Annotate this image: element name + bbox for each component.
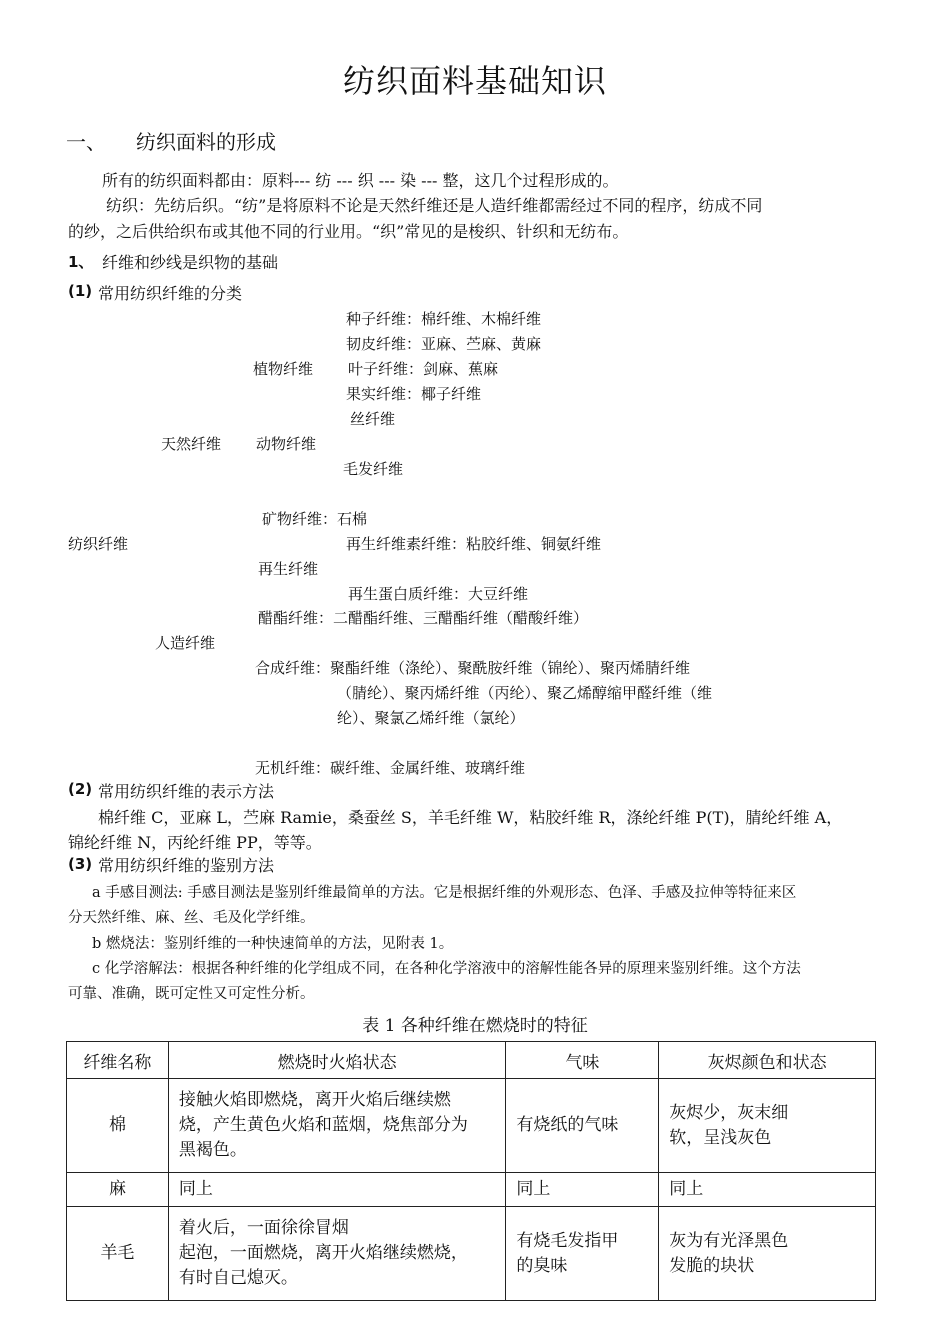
method-c-line1: c 化学溶解法：根据各种纤维的化学组成不同，在各种化学溶液中的溶解性能各异的原理来鉴别纤维。这个方法 [92, 961, 801, 977]
fiber-name-cell: 羊毛 [67, 1207, 169, 1301]
natural-fiber: 天然纤维 [161, 435, 222, 453]
section-number: 一、 [66, 130, 106, 154]
subsection-number: 1、 [68, 253, 94, 271]
regenerated-protein-fiber: 再生蛋白质纤维：大豆纤维 [348, 585, 529, 603]
method-b-line: b 燃烧法：鉴别纤维的一种快速简单的方法，见附表 1。 [92, 936, 454, 952]
table-header-row [67, 1042, 876, 1079]
animal-fiber: 动物纤维 [256, 435, 317, 453]
spinning-paragraph-line2: 的纱，之后供给织布或其他不同的行业用。“织”常见的是梭织、针织和无纺布。 [68, 222, 629, 241]
burning-characteristics-table [66, 1041, 876, 1301]
flame-cell [168, 1207, 506, 1301]
cell-line: 有时自己熄灭。 [178, 1268, 298, 1288]
header-fiber-name: 纤维名称 [67, 1042, 169, 1079]
smell-cell [506, 1173, 659, 1207]
silk-fiber: 丝纤维 [350, 410, 396, 428]
fiber-name-cell: 棉 [67, 1079, 169, 1173]
notation-line1: 棉纤维 C，亚麻 L，苎麻 Ramie，桑蚕丝 S，羊毛纤维 W，粘胶纤维 R，涤纶纤维 P(T)，腈纶纤维 A， [98, 808, 843, 827]
notation-heading: 常用纺织纤维的表示方法 [98, 782, 275, 801]
synthetic-fiber-line2: （腈纶）、聚丙烯纤维（丙纶）、聚乙烯醇缩甲醛纤维（维 [337, 684, 713, 702]
leaf-fiber: 叶子纤维：剑麻、蕉麻 [348, 360, 499, 378]
page-title: 纺织面料基础知识 [342, 62, 607, 100]
manmade-fiber: 人造纤维 [155, 634, 216, 652]
section-heading: 纺织面料的形成 [136, 130, 276, 154]
smell-cell [506, 1079, 659, 1173]
table-row [67, 1173, 876, 1207]
flame-cell [168, 1173, 506, 1207]
subsection-heading: 纤维和纱线是织物的基础 [102, 253, 279, 272]
classification-heading: 常用纺织纤维的分类 [98, 284, 243, 303]
ash-cell [659, 1207, 876, 1301]
plant-fiber: 植物纤维 [253, 360, 314, 378]
identification-heading: 常用纺织纤维的鉴别方法 [98, 856, 275, 875]
method-a-line2: 分天然纤维、麻、丝、毛及化学纤维。 [68, 910, 315, 926]
cell-line: 灰为有光泽黑色 [669, 1230, 789, 1251]
method-a-line1: a 手感目测法: 手感目测法是鉴别纤维最简单的方法。它是根据纤维的外观形态、色泽、手感及拉伸等特征来区 [92, 885, 797, 901]
cell-line: 的臭味 [516, 1255, 568, 1276]
ash-cell [659, 1173, 876, 1207]
fiber-name-cell: 麻 [67, 1173, 169, 1207]
header-flame-state: 燃烧时火焰状态 [168, 1042, 506, 1079]
synthetic-fiber-line3: 纶）、聚氯乙烯纤维（氯纶） [337, 709, 525, 727]
synthetic-fiber-line1: 合成纤维：聚酯纤维（涤纶）、聚酰胺纤维（锦纶）、聚丙烯腈纤维 [255, 659, 691, 677]
cell-line: 起泡，一面燃烧，离开火焰继续燃烧， [178, 1243, 468, 1263]
inorganic-fiber: 无机纤维：碳纤维、金属纤维、玻璃纤维 [255, 759, 526, 777]
header-smell: 气味 [506, 1042, 659, 1079]
textile-fiber-root: 纺织纤维 [68, 535, 129, 553]
notation-line2: 锦纶纤维 N，丙纶纤维 PP，等等。 [68, 833, 322, 852]
table-row [67, 1079, 876, 1173]
seed-fiber: 种子纤维：棉纤维、木棉纤维 [346, 310, 542, 328]
cell-line: 软，呈浅灰色 [669, 1127, 772, 1148]
cell-line: 发脆的块状 [669, 1255, 755, 1276]
cell-line: 有烧毛发指甲 [516, 1230, 619, 1251]
cell-line: 接触火焰即燃烧，离开火焰后继续燃 [178, 1090, 451, 1110]
spinning-paragraph-line1: 纺织：先纺后织。“纺”是将原料不论是天然纤维还是人造纤维都需经过不同的程序，纺成不同 [106, 196, 763, 215]
flame-cell [168, 1079, 506, 1173]
method-c-line2: 可靠、准确，既可定性又可定性分析。 [68, 986, 315, 1002]
regenerated-fiber: 再生纤维 [258, 560, 319, 578]
ash-cell [659, 1079, 876, 1173]
bast-fiber: 韧皮纤维：亚麻、苎麻、黄麻 [346, 335, 542, 353]
item-number: (1) [68, 282, 93, 300]
table-caption: 表 1 各种纤维在燃烧时的特征 [362, 1016, 588, 1036]
cell-line: 黑褐色。 [178, 1140, 247, 1160]
intro-paragraph: 所有的纺织面料都由：原料--- 纺 --- 织 --- 染 --- 整，这几个过程形成的。 [102, 171, 619, 190]
table-row [67, 1207, 876, 1301]
cell-line: 同上 [178, 1179, 213, 1199]
cell-line: 同上 [516, 1179, 551, 1199]
item-number: (2) [68, 780, 93, 798]
cell-line: 着火后，一面徐徐冒烟 [178, 1218, 349, 1238]
cell-line: 灰烬少，灰末细 [669, 1102, 789, 1123]
mineral-fiber: 矿物纤维：石棉 [262, 510, 368, 528]
cell-line: 同上 [669, 1179, 704, 1199]
header-ash: 灰烬颜色和状态 [659, 1042, 876, 1079]
item-number: (3) [68, 855, 93, 873]
cell-line: 烧，产生黄色火焰和蓝烟，烧焦部分为 [178, 1115, 468, 1135]
smell-cell [506, 1207, 659, 1301]
fruit-fiber: 果实纤维：椰子纤维 [346, 385, 482, 403]
regenerated-cellulose-fiber: 再生纤维素纤维：粘胶纤维、铜氨纤维 [346, 535, 602, 553]
hair-fiber: 毛发纤维 [343, 460, 404, 478]
cell-line: 有烧纸的气味 [516, 1115, 619, 1135]
acetate-fiber: 醋酯纤维：二醋酯纤维、三醋酯纤维（醋酸纤维） [258, 609, 589, 627]
